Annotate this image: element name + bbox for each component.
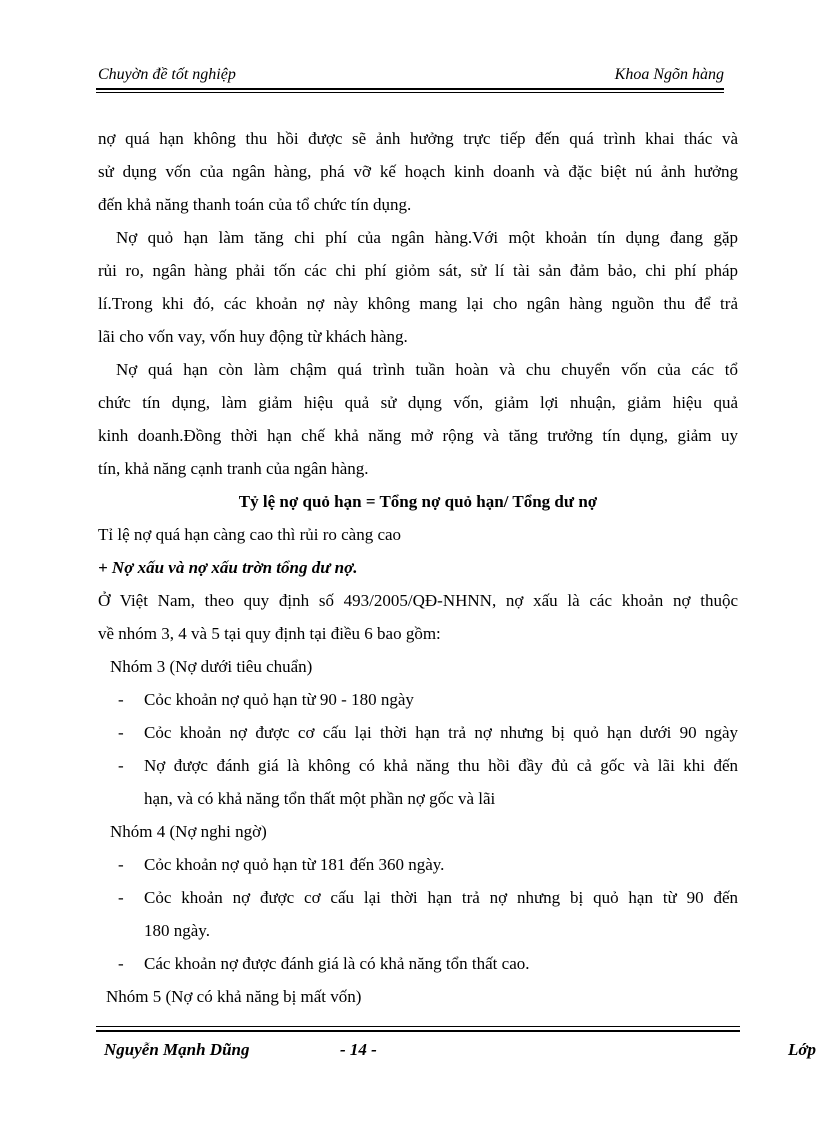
bullet-dash: - [118,855,124,874]
footer-class-label: Lớp [788,1040,816,1059]
bullet-dash: - [118,954,124,973]
list-item-continuation: 180 ngày. [144,921,210,940]
paragraph-line: lí.Trong khi đó, các khoản nợ này không mang lại cho ngân hàng nguồn thu để trả [98,294,738,313]
paragraph-line: về nhóm 3, 4 và 5 tại quy định tại điều 6 bao gồm: [98,624,441,643]
paragraph-line: rủi ro, ngân hàng phải tốn các chi phí giỏm sát, sử lí tài sản đảm bảo, chi phí pháp [98,261,738,280]
bullet-dash: - [118,690,124,709]
paragraph-line: tín, khả năng cạnh tranh của ngân hàng. [98,459,369,478]
footer-divider-thin [96,1026,740,1027]
list-item: - Cỏc khoản nợ quỏ hạn từ 90 - 180 ngày [98,683,738,716]
formula: Tỷ lệ nợ quỏ hạn = Tổng nợ quỏ hạn/ Tổng dư nợ [238,492,598,511]
bullet-dash: - [118,888,124,907]
header-title-left: Chuyờn đề tốt nghiệp [98,66,236,83]
footer-divider [96,1030,740,1032]
paragraph-line: Ở Việt Nam, theo quy định số 493/2005/QĐ-NHNN, nợ xấu là các khoản nợ thuộc [98,591,738,610]
paragraph-line: Nợ quá hạn còn làm chậm quá trình tuần hoàn và chu chuyển vốn của các tổ [116,360,738,379]
paragraph-line: đến khả năng thanh toán của tổ chức tín dụng. [98,195,412,214]
paragraph-line: Nợ quỏ hạn làm tăng chi phí của ngân hàng.Với một khoản tín dụng đang gặp [116,228,738,247]
document-body [98,122,738,1013]
bullet-dash: - [118,756,124,775]
section-heading: + Nợ xấu và nợ xấu trờn tổng dư nợ. [98,558,358,577]
note-line: Tỉ lệ nợ quá hạn càng cao thì rủi ro càng cao [98,525,402,544]
group-3-title: Nhóm 3 (Nợ dưới tiêu chuẩn) [110,657,313,676]
footer-page-number: - 14 - [340,1040,377,1059]
list-item: - Cỏc khoản nợ quỏ hạn từ 181 đến 360 ngày. [98,848,738,881]
list-item: - Các khoản nợ được đánh giá là có khả năng tổn thất cao. [98,947,738,980]
list-item: - Cỏc khoản nợ được cơ cấu lại thời hạn trả nợ nhưng bị quỏ hạn dưới 90 ngày [98,716,738,749]
header-divider-thin [96,92,724,93]
footer-author: Nguyễn Mạnh Dũng [104,1040,250,1059]
list-item: - Cỏc khoản nợ được cơ cấu lại thời hạn trả nợ nhưng bị quỏ hạn từ 90 đến [98,881,738,914]
list-item: - Nợ được đánh giá là không có khả năng thu hồi đầy đủ cả gốc và lãi khi đến [98,749,738,782]
group-5-title: Nhóm 5 (Nợ có khả năng bị mất vốn) [106,987,362,1006]
group-4-title: Nhóm 4 (Nợ nghi ngờ) [110,822,267,841]
paragraph-line: sử dụng vốn của ngân hàng, phá vỡ kế hoạch kinh doanh và đặc biệt nú ảnh hưởng [98,162,738,181]
paragraph-line: chức tín dụng, làm giảm hiệu quả sử dụng vốn, giảm lợi nhuận, giảm hiệu quả [98,393,738,412]
header-divider [96,88,724,90]
header-title-right: Khoa Ngõn hàng [614,66,724,83]
paragraph-line: kinh doanh.Đồng thời hạn chế khả năng mở rộng và tăng trưởng tín dụng, giảm uy [98,426,738,445]
paragraph-line: nợ quá hạn không thu hồi được sẽ ảnh hưởng trực tiếp đến quá trình khai thác và [98,129,738,148]
list-item-continuation: hạn, và có khả năng tổn thất một phần nợ gốc và lãi [144,789,496,808]
paragraph-line: lãi cho vốn vay, vốn huy động từ khách hàng. [98,327,408,346]
bullet-dash: - [118,723,124,742]
